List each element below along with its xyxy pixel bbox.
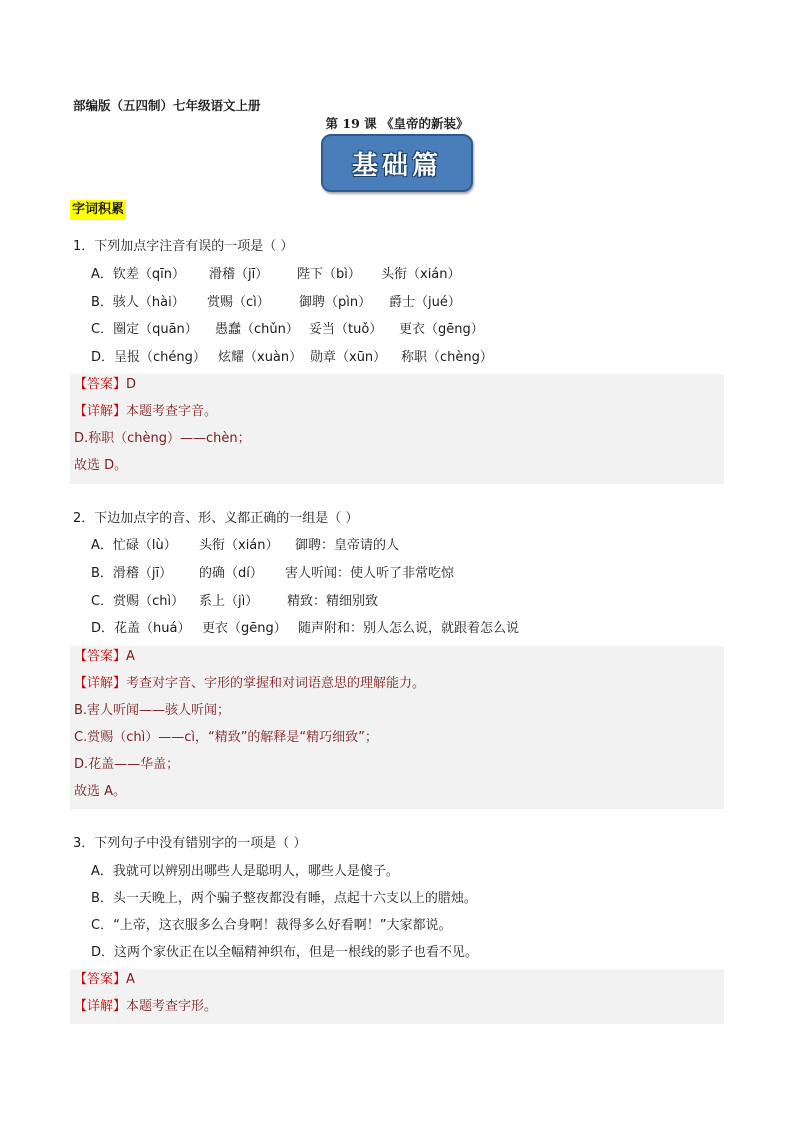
explanation-line: C.赏赐（chì）——cì，“精致”的解释是“精巧细致”； <box>74 730 378 745</box>
answer-tag: 【答案】 <box>74 972 127 987</box>
option-cell: 害人听闻：使人听了非常吃惊 <box>285 566 455 581</box>
detail-tag: 【详解】 <box>74 999 127 1014</box>
option-cell: 更衣（gēng） <box>399 322 484 337</box>
question-3-option-a: A．我就可以辨别出哪些人是聪明人，哪些人是傻子。 <box>91 864 399 879</box>
explanation-line: 故选 A。 <box>74 784 127 799</box>
answer-box-1 <box>70 374 724 484</box>
option-cell: B．骇人（hài） <box>91 295 185 310</box>
option-cell: D．花盖（huá） <box>91 621 191 636</box>
detail-line <box>74 675 425 693</box>
detail-line <box>74 403 217 421</box>
explanation-line: 故选 D。 <box>74 458 128 473</box>
answer-value: A <box>126 649 135 664</box>
option-cell: C．圈定（quān） <box>91 322 198 337</box>
option-cell: 勋章（xūn） <box>310 350 387 365</box>
question-3-stem: 3．下列句子中没有错别字的一项是（ ） <box>73 836 307 851</box>
section-label: 字词积累 <box>70 200 126 220</box>
option-cell: 炫耀（xuàn） <box>218 350 303 365</box>
detail-text: 本题考查字形。 <box>126 999 218 1014</box>
option-cell: D．呈报（chéng） <box>91 350 206 365</box>
section-banner <box>321 134 473 192</box>
answer-box-2 <box>70 646 724 809</box>
option-cell: 愚蠢（chǔn） <box>215 322 299 337</box>
answer-value: A <box>126 972 135 987</box>
option-cell: 爵士（jué） <box>389 295 461 310</box>
detail-tag: 【详解】 <box>74 404 127 419</box>
option-cell: 滑稽（jī） <box>209 267 269 282</box>
detail-text: 本题考查字音。 <box>126 404 218 419</box>
question-1-stem: 1．下列加点字注音有误的一项是（ ） <box>73 239 294 254</box>
option-cell: 更衣（gēng） <box>202 621 287 636</box>
question-2-stem: 2．下边加点字的音、形、义都正确的一组是（ ） <box>73 511 359 526</box>
option-cell: 陛下（bì） <box>297 267 361 282</box>
explanation-line: D.花盖——华盖； <box>74 757 180 772</box>
answer-value: D <box>126 377 137 392</box>
question-3-option-b: B．头一天晚上，两个骗子整夜都没有睡，点起十六支以上的腊烛。 <box>91 891 477 906</box>
question-3-option-c: C．“上帝，这衣服多么合身啊！裁得多么好看啊！”大家都说。 <box>91 918 452 933</box>
explanation-line: B.害人听闻——骇人听闻； <box>74 703 231 718</box>
question-3-option-d: D．这两个家伙正在以全幅精神织布，但是一根线的影子也看不见。 <box>91 945 479 960</box>
answer-line <box>74 648 135 666</box>
option-cell: 随声附和：别人怎么说，就跟着怎么说 <box>298 621 520 636</box>
option-cell: 御聘：皇帝请的人 <box>295 538 400 553</box>
option-cell: 御聘（pìn） <box>299 295 372 310</box>
detail-line <box>74 998 217 1016</box>
answer-tag: 【答案】 <box>74 649 127 664</box>
detail-tag: 【详解】 <box>74 676 127 691</box>
option-cell: A．钦差（qīn） <box>91 267 185 282</box>
option-cell: 赏赐（cì） <box>207 295 270 310</box>
option-cell: C．赏赐（chì） <box>91 594 185 609</box>
answer-tag: 【答案】 <box>74 377 127 392</box>
lesson-title: 第 19 课 《皇帝的新装》 <box>325 116 469 131</box>
option-cell: 头衔（xián） <box>199 538 279 553</box>
book-title: 部编版（五四制）七年级语文上册 <box>73 98 261 113</box>
option-cell: 的确（dí） <box>199 566 263 581</box>
explanation-line: D.称职（chèng）——chèn； <box>74 431 251 446</box>
option-cell: A．忙碌（lù） <box>91 538 177 553</box>
detail-text: 考查对字音、字形的掌握和对词语意思的理解能力。 <box>126 676 426 691</box>
banner-text: 基础篇 <box>351 150 442 181</box>
option-cell: 精致：精细别致 <box>287 594 379 609</box>
option-cell: 称职（chèng） <box>401 350 493 365</box>
option-cell: 头衔（xián） <box>381 267 461 282</box>
option-cell: 妥当（tuǒ） <box>309 322 383 337</box>
option-cell: B．滑稽（jī） <box>91 566 173 581</box>
answer-box-3 <box>70 969 724 1024</box>
answer-line <box>74 971 135 989</box>
option-cell: 系上（jì） <box>199 594 259 609</box>
answer-line <box>74 376 136 394</box>
